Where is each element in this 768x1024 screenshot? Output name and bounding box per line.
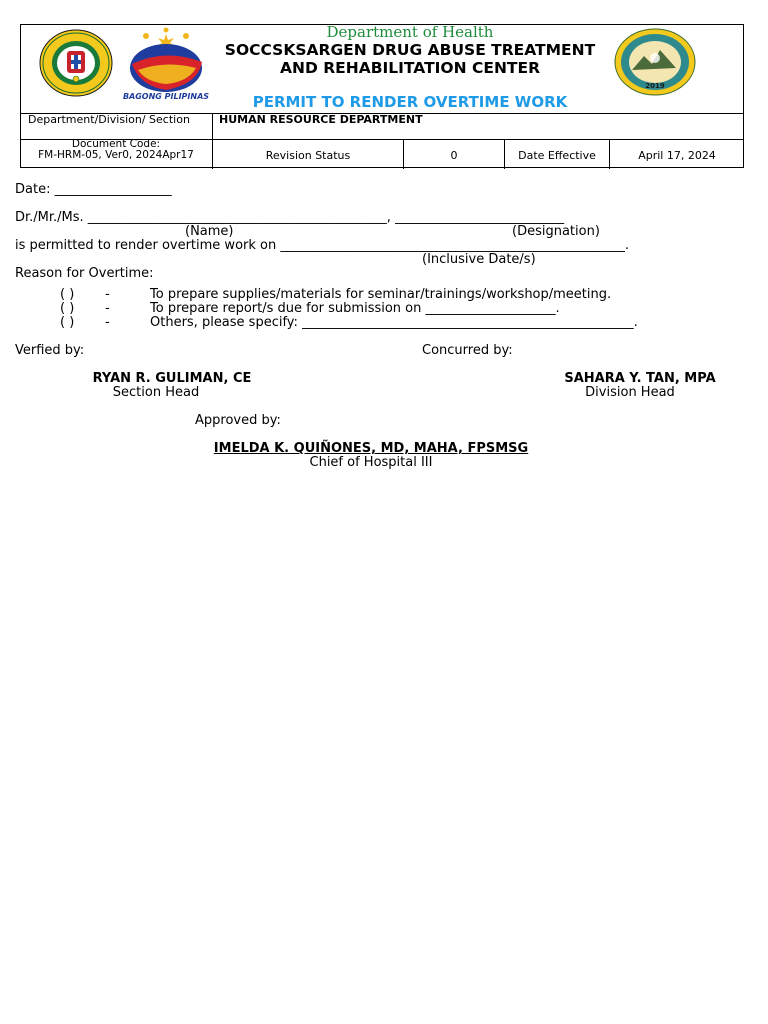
approved-by-label: Approved by:: [195, 413, 281, 428]
center-seal-year: 2019: [645, 82, 665, 90]
reason-text: Others, please specify: ___________________________________________________.: [150, 315, 638, 330]
verified-by-label: Verfied by:: [15, 343, 85, 358]
name-caption: (Name): [185, 224, 234, 239]
reason-text: To prepare report/s due for submission on ____________________.: [150, 301, 560, 316]
overtime-dates-field: is permitted to render overtime work on _____________________________________________________.: [15, 238, 629, 253]
verifier-name: RYAN R. GULIMAN, CE: [92, 371, 252, 386]
revision-value: 0: [450, 149, 458, 162]
reason-dash: -: [105, 301, 110, 316]
effective-value: April 17, 2024: [638, 149, 716, 162]
reason-checkbox: ( ): [60, 287, 75, 302]
center-title: SOCCSKSARGEN DRUG ABUSE TREATMENT AND REHABILITATION CENTER: [224, 41, 596, 77]
concurred-by-label: Concurred by:: [422, 343, 513, 358]
approver-title: Chief of Hospital III: [309, 455, 433, 470]
reason-label: Reason for Overtime:: [15, 266, 154, 281]
bagong-pilipinas-logo: [118, 26, 214, 102]
permit-title: PERMIT TO RENDER OVERTIME WORK: [252, 93, 568, 111]
department-title: Department of Health: [326, 23, 494, 41]
revision-label: Revision Status: [265, 149, 351, 162]
reason-dash: -: [105, 315, 110, 330]
concurrer-name: SAHARA Y. TAN, MPA: [564, 371, 716, 386]
bagong-pilipinas-label: BAGONG PILIPINAS: [122, 92, 210, 101]
reason-checkbox: ( ): [60, 301, 75, 316]
doc-code-value: FM-HRM-05, Ver0, 2024Apr17: [38, 149, 194, 161]
dept-value: HUMAN RESOURCE DEPARTMENT: [219, 113, 423, 126]
verifier-title: Section Head: [112, 385, 200, 400]
inclusive-dates-caption: (Inclusive Date/s): [422, 252, 536, 267]
dept-label: Department/Division/ Section: [28, 113, 190, 126]
doh-seal-logo: [38, 29, 114, 97]
name-designation-field: Dr./Mr./Ms. ______________________________________________, __________________________: [15, 210, 565, 225]
date-field: Date: __________________: [15, 182, 172, 197]
reason-text: To prepare supplies/materials for seminar/trainings/workshop/meeting.: [150, 287, 612, 302]
designation-caption: (Designation): [512, 224, 600, 239]
effective-label: Date Effective: [518, 149, 596, 162]
approver-name: IMELDA K. QUIÑONES, MD, MAHA, FPSMSG: [213, 441, 529, 456]
reason-checkbox: ( ): [60, 315, 75, 330]
reason-dash: -: [105, 287, 110, 302]
center-seal-logo: [614, 28, 696, 96]
concurrer-title: Division Head: [585, 385, 675, 400]
doc-code-label: Document Code:: [71, 138, 161, 150]
